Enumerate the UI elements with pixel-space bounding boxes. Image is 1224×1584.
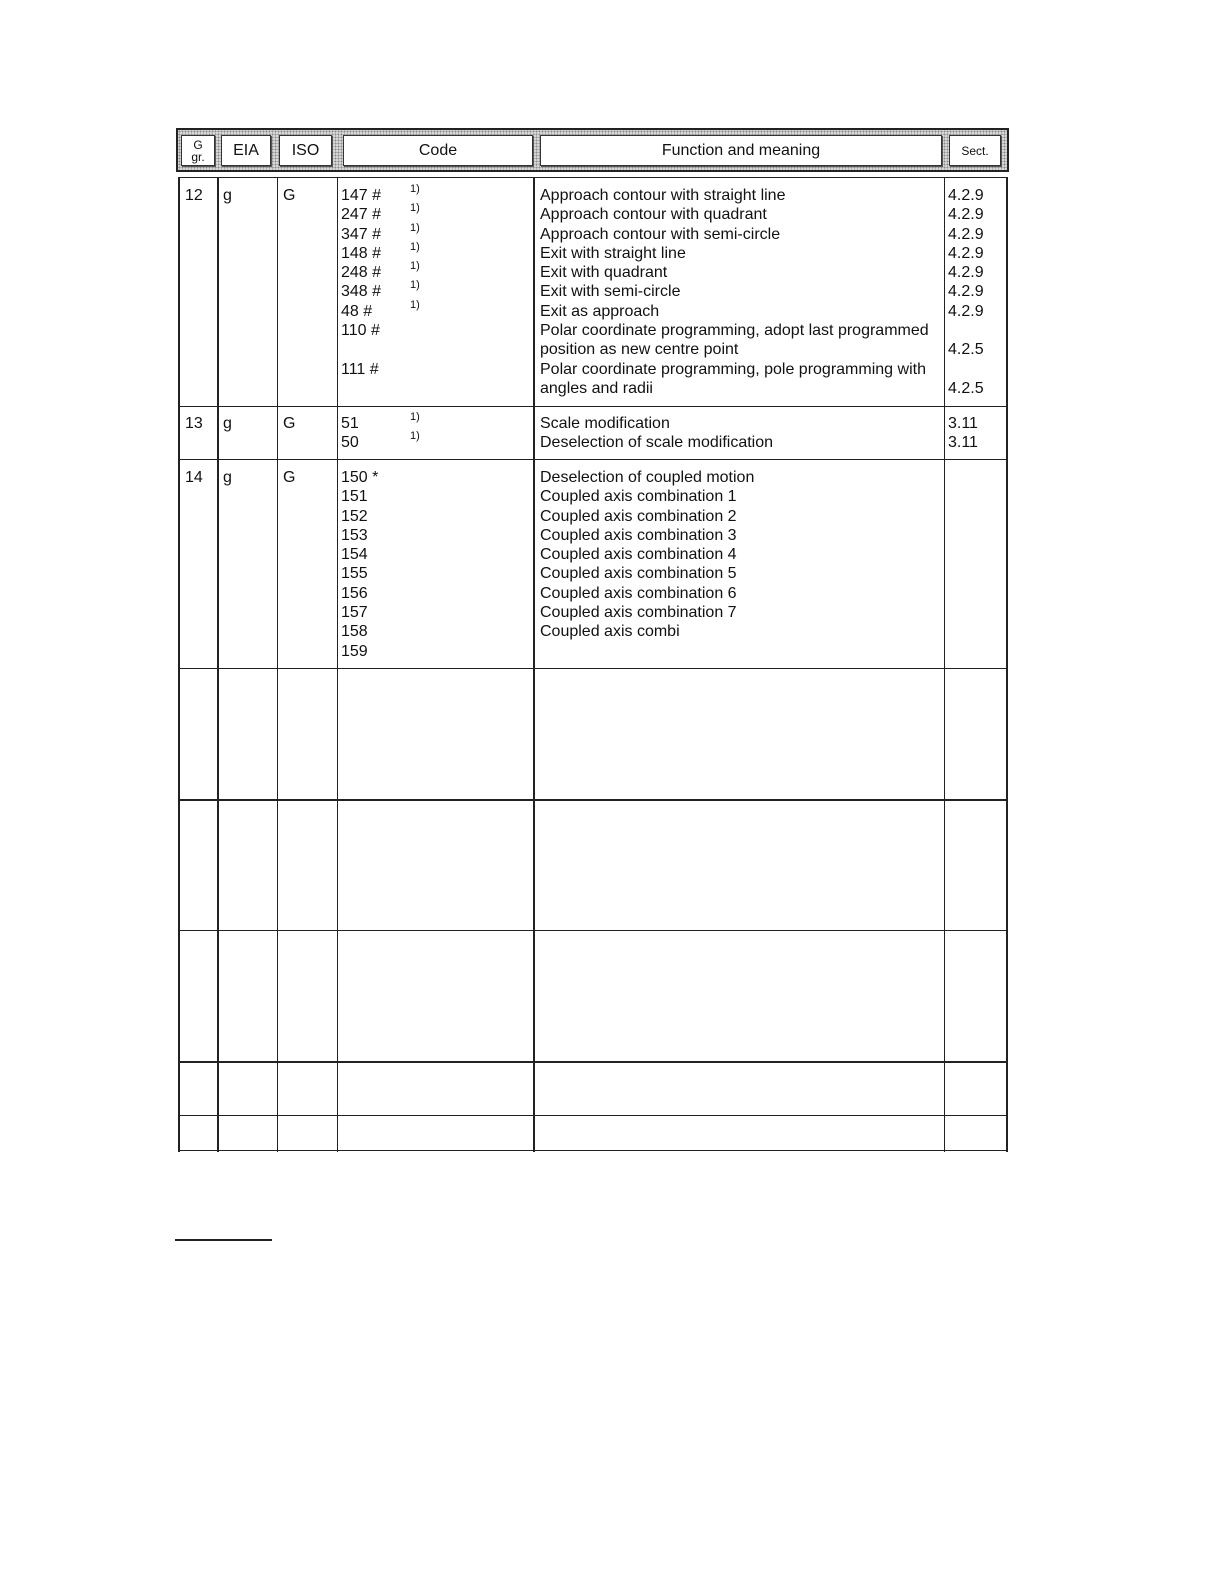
code-value: 153 [341,526,368,544]
code-value: 158 [341,623,368,641]
iso-cell: G [283,187,296,204]
function-text: position as new centre point [540,341,739,359]
row-divider [178,930,1008,931]
footnote-markers [410,183,420,318]
header-code: Code [343,135,533,166]
code-value: 154 [341,546,368,564]
code-value: 151 [341,488,368,506]
column-divider [217,177,219,1152]
code-value [341,340,381,359]
function-text: Coupled axis combination 4 [540,546,737,564]
group-cell: 14 [185,469,203,486]
section-list [948,414,978,453]
function-text: Approach contour with straight line [540,187,786,204]
code-value: 110 # [341,322,380,340]
code-value: 51 [341,415,359,432]
eia-cell: g [223,187,232,204]
function-text: Deselection of scale modification [540,434,774,452]
row-divider [178,1115,1008,1116]
code-value: 247 # [341,206,382,224]
section-ref: 4.2.5 [948,379,984,397]
code-value: 159 [341,642,368,660]
function-text: Approach contour with quadrant [540,206,767,224]
section-ref: 4.2.9 [948,283,984,301]
footnote-separator [175,1239,272,1241]
section-ref: 3.11 [948,415,978,432]
footnote-marker: 1) [410,411,420,423]
function-text: Coupled axis combination 7 [540,604,737,622]
row-divider [178,406,1008,407]
function-text: Coupled axis combination 5 [540,565,737,583]
column-divider [533,177,535,1152]
function-text: Deselection of coupled motion [540,469,755,486]
footnote-marker: 1) [410,183,420,195]
footnote-marker: 1) [410,202,420,215]
code-value: 156 [341,584,368,602]
column-divider [944,177,945,1152]
footnote-marker: 1) [410,260,420,273]
function-text: Exit with quadrant [540,264,668,282]
section-ref: 3.11 [948,434,978,452]
function-text: Coupled axis combination 2 [540,507,737,525]
function-text: Coupled axis combi [540,623,680,641]
code-list [341,186,381,398]
header-eia: EIA [221,135,271,166]
section-ref [948,321,984,340]
header-iso: ISO [279,135,332,166]
column-divider [337,177,338,1152]
eia-cell: g [223,469,232,486]
function-text: Scale modification [540,415,670,432]
function-text: Exit with straight line [540,244,686,262]
code-value: 348 # [341,283,382,301]
header-group-line1: G [193,137,203,152]
function-text: Coupled axis combination 6 [540,584,737,602]
function-list [540,468,754,642]
code-value: 347 # [341,225,382,243]
code-value: 111 # [341,360,379,378]
code-value: 155 [341,565,368,583]
function-text: Approach contour with semi-circle [540,225,781,243]
function-text: Exit as approach [540,302,660,320]
column-divider [178,177,180,1152]
section-ref: 4.2.9 [948,187,984,204]
iso-cell: G [283,469,296,486]
eia-cell: g [223,415,232,432]
function-list [540,186,929,398]
footnote-markers [410,411,420,450]
row-divider [178,177,1008,178]
row-divider [178,668,1008,669]
section-ref: 4.2.5 [948,341,984,359]
code-value: 152 [341,507,368,525]
column-divider [277,177,278,1152]
footnote-marker: 1) [410,430,420,443]
column-divider [1006,177,1008,1152]
code-value: 147 # [341,187,382,204]
header-function: Function and meaning [540,135,942,166]
table-header [176,128,1009,172]
function-text: Coupled axis combination 3 [540,526,737,544]
group-cell: 13 [185,415,203,432]
section-ref: 4.2.9 [948,264,984,282]
code-value: 248 # [341,264,382,282]
function-text: Coupled axis combination 1 [540,488,737,506]
section-ref: 4.2.9 [948,302,984,320]
row-divider [178,459,1008,460]
code-value: 150 * [341,469,379,486]
function-list [540,414,773,453]
code-list [341,468,378,661]
code-value: 48 # [341,302,373,320]
section-ref: 4.2.9 [948,206,984,224]
section-list [948,186,984,398]
header-group-line2: gr. [191,149,205,164]
code-value: 50 [341,434,359,452]
footnote-marker: 1) [410,279,420,292]
function-text: Polar coordinate programming, pole programming with [540,360,926,378]
section-ref: 4.2.9 [948,244,984,262]
section-ref [948,360,984,379]
row-divider [178,1061,1008,1063]
group-cell: 12 [185,187,203,204]
footnote-marker: 1) [410,221,420,234]
iso-cell: G [283,415,296,432]
code-value: 157 [341,604,368,622]
function-text: angles and radii [540,379,653,397]
header-group [181,135,215,166]
section-ref: 4.2.9 [948,225,984,243]
footnote-marker: 1) [410,240,420,253]
code-value [341,379,381,398]
function-text: Polar coordinate programming, adopt last programmed [540,322,929,340]
code-value: 148 # [341,244,382,262]
function-text: Exit with semi-circle [540,283,681,301]
footnote-marker: 1) [410,298,420,311]
row-divider [178,799,1008,801]
code-list [341,414,359,453]
header-section: Sect. [949,135,1001,166]
row-divider [178,1150,1008,1151]
